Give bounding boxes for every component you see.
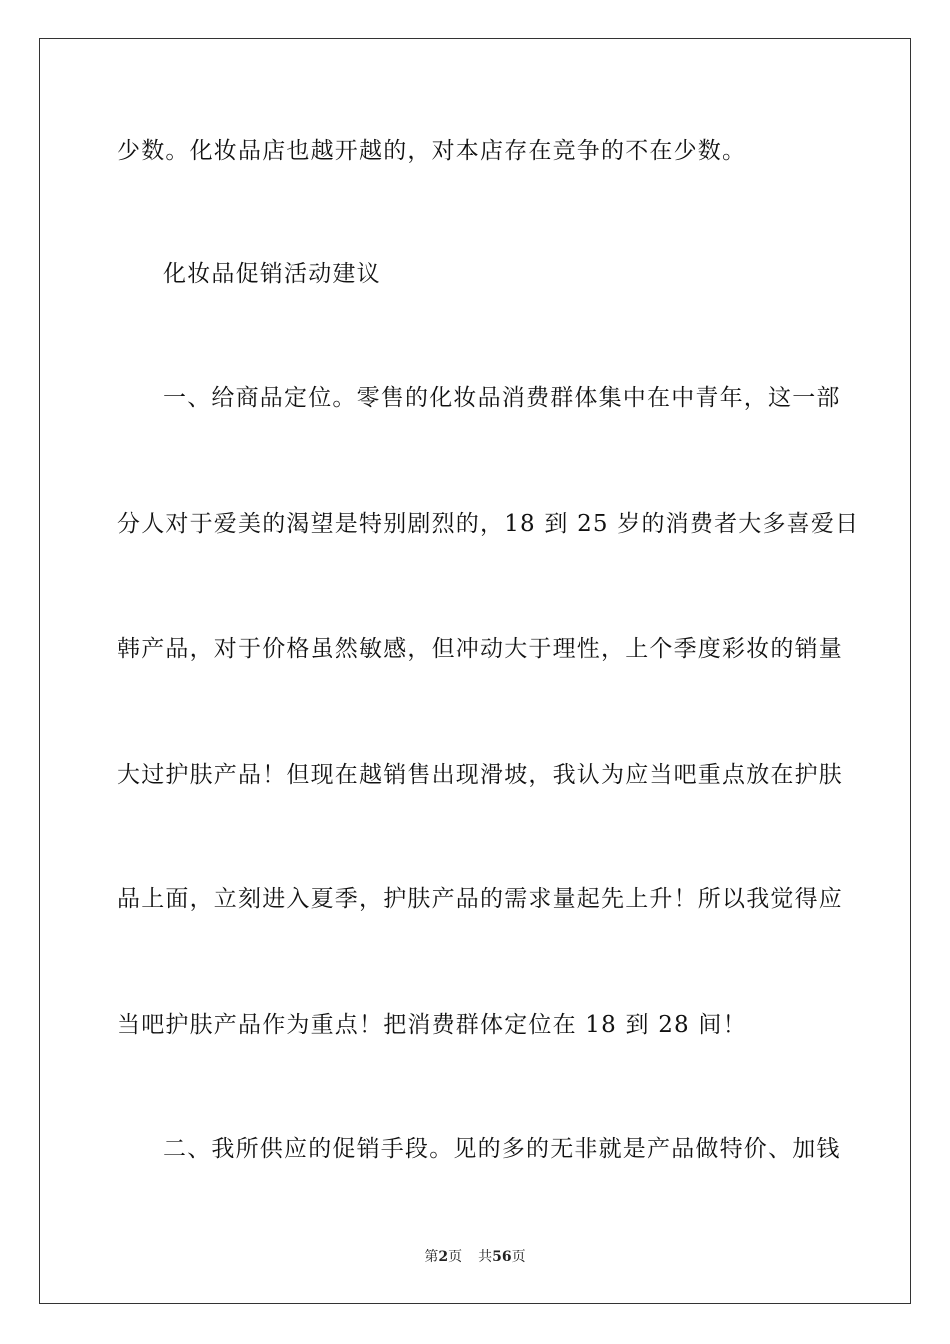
total-prefix: 共	[478, 1249, 493, 1265]
body-line-7: 当吧护肤产品作为重点！把消费群体定位在 18 到 28 间！	[117, 1012, 747, 1038]
page-current: 2	[438, 1249, 449, 1265]
body-line-5: 大过护肤产品！但现在越销售出现滑坡，我认为应当吧重点放在护肤	[117, 762, 843, 788]
body-line-2: 一、给商品定位。零售的化妆品消费群体集中在中青年，这一部	[163, 385, 841, 411]
body-line-4: 韩产品，对于价格虽然敏感，但冲动大于理性，上个季度彩妆的销量	[117, 636, 843, 662]
page-border	[39, 38, 911, 1304]
body-line-8: 二、我所供应的促销手段。见的多的无非就是产品做特价、加钱	[163, 1136, 841, 1162]
page-prefix: 第	[424, 1249, 439, 1265]
body-line-3: 分人对于爱美的渴望是特别剧烈的，18 到 25 岁的消费者大多喜爱日	[117, 511, 860, 537]
section-heading: 化妆品促销活动建议	[163, 261, 381, 287]
page-footer	[0, 1248, 950, 1266]
page-total: 56	[492, 1249, 512, 1265]
total-suffix: 页	[511, 1249, 526, 1265]
body-line-1: 少数。化妆品店也越开越的，对本店存在竞争的不在少数。	[117, 138, 747, 164]
page-suffix: 页	[448, 1249, 463, 1265]
body-line-6: 品上面，立刻进入夏季，护肤产品的需求量起先上升！所以我觉得应	[117, 886, 843, 912]
